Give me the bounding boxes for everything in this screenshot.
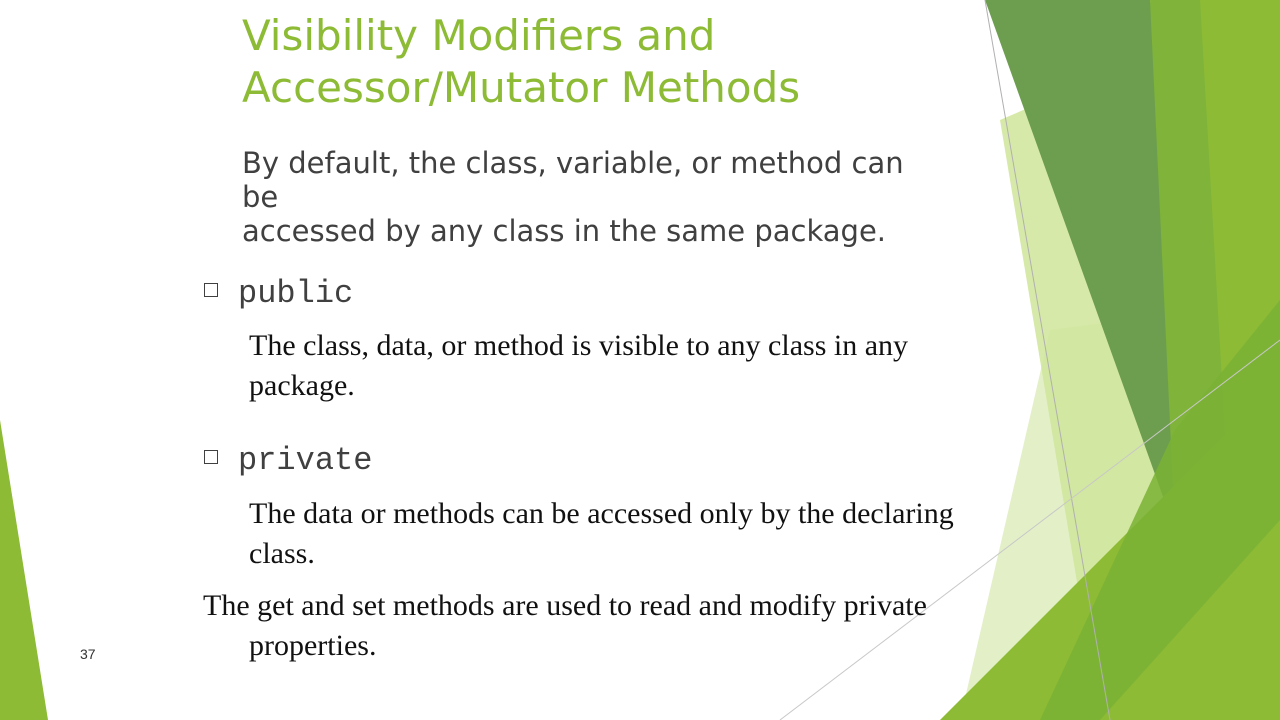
checkbox-bullet-icon	[204, 450, 218, 464]
public-desc-line-2: package.	[249, 369, 355, 402]
intro-line-2: be	[242, 180, 279, 214]
title-line-1: Visibility Modifiers and	[242, 11, 716, 60]
private-desc-line-2: class.	[249, 537, 315, 570]
bullet-public	[204, 276, 353, 312]
intro-text	[242, 146, 1032, 248]
public-desc-line-1: The class, data, or method is visible to any class in any	[249, 329, 909, 362]
slide-title	[242, 10, 1002, 114]
left-accent-shape	[0, 420, 48, 720]
intro-line-3: accessed by any class in the same package.	[242, 214, 887, 248]
title-line-2: Accessor/Mutator Methods	[242, 63, 801, 112]
page-number: 37	[80, 646, 96, 662]
bullet-private-description	[249, 494, 1079, 574]
footer-text	[203, 586, 1063, 666]
bullet-public-description	[249, 326, 1049, 406]
bullet-private	[204, 443, 372, 479]
checkbox-bullet-icon	[204, 283, 218, 297]
bullet-private-label: private	[238, 442, 373, 479]
footer-line-1: The get and set methods are used to read and modify private	[203, 589, 927, 622]
intro-line-1: By default, the class, variable, or method can	[242, 146, 904, 180]
footer-line-2: properties.	[249, 629, 377, 662]
private-desc-line-1: The data or methods can be accessed only by the declaring	[249, 497, 954, 530]
bullet-public-label: public	[238, 275, 354, 312]
